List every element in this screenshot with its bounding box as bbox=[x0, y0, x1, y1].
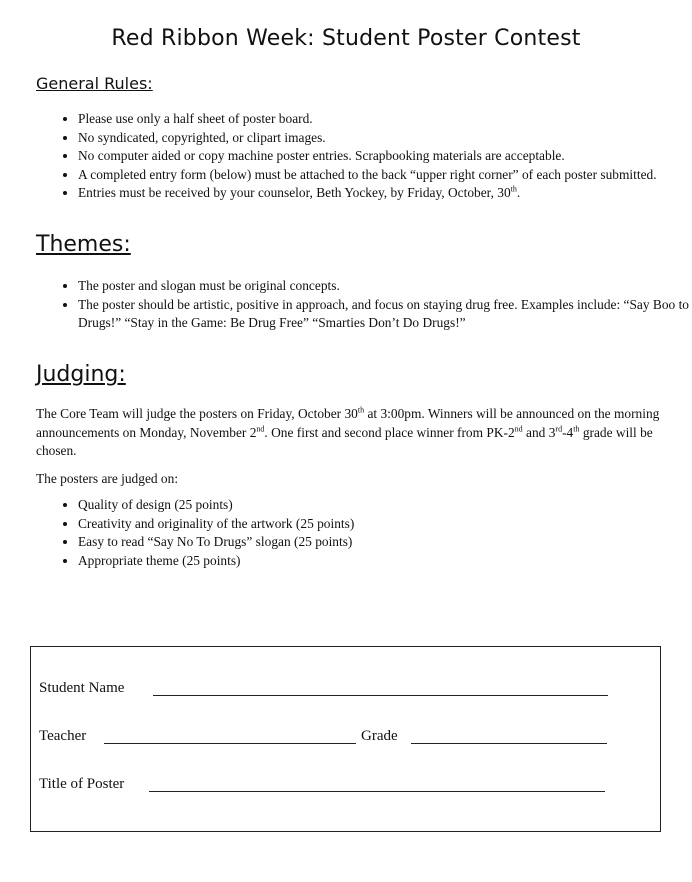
student-name-label: Student Name bbox=[39, 680, 125, 696]
judging-intro: The posters are judged on: bbox=[36, 471, 179, 486]
deadline-text: Entries must be received by your counselor, Beth Yockey, by Friday, October, 30 bbox=[78, 185, 511, 200]
judging-sup-2: nd bbox=[256, 424, 265, 434]
poster-title-field[interactable] bbox=[149, 791, 605, 792]
list-item: • Appropriate theme (25 points) bbox=[78, 552, 692, 571]
list-item: • A completed entry form (below) must be attached to the back “upper right corner” of each poster submitted. bbox=[78, 166, 692, 185]
themes-list bbox=[36, 277, 692, 333]
judging-sup-3: nd bbox=[514, 424, 523, 434]
list-item bbox=[78, 184, 692, 203]
judging-sup-1: th bbox=[357, 405, 365, 415]
list-item: • The poster should be artistic, positive in approach, and focus on staying drug free. Examples include: “Say Boo to Drugs!” “Stay in the Game: Be Drug Free” “Smarties Don’t Do Drugs!” bbox=[78, 296, 692, 333]
general-rules-list bbox=[36, 110, 692, 203]
entry-form bbox=[30, 646, 661, 832]
list-item: • No computer aided or copy machine poster entries. Scrapbooking materials are acceptable. bbox=[78, 147, 692, 166]
teacher-field[interactable] bbox=[104, 743, 356, 744]
deadline-sup: th bbox=[510, 184, 517, 194]
judging-text-b: at 3:00pm. Winners will be announced on the morning announcements on Monday, November 2 bbox=[36, 406, 660, 440]
judging-paragraph bbox=[36, 405, 666, 461]
deadline-suffix: . bbox=[516, 185, 521, 200]
list-item: • Easy to read “Say No To Drugs” slogan (25 points) bbox=[78, 533, 692, 552]
judging-sup-4: rd bbox=[555, 424, 563, 434]
judging-heading: Judging: bbox=[36, 362, 126, 387]
grade-label: Grade bbox=[361, 728, 398, 744]
list-item: • Please use only a half sheet of poster board. bbox=[78, 110, 692, 129]
general-rules-heading: General Rules: bbox=[36, 74, 153, 93]
list-item: • Quality of design (25 points) bbox=[78, 496, 692, 515]
student-name-field[interactable] bbox=[153, 695, 608, 696]
judging-text-f: grade will be chosen. bbox=[36, 424, 653, 458]
judging-text-a: The Core Team will judge the posters on Friday, October 30 bbox=[36, 406, 358, 421]
judging-text-c: . One first and second place winner from PK-2 bbox=[264, 424, 515, 440]
page-title: Red Ribbon Week: Student Poster Contest bbox=[111, 26, 581, 51]
judging-text-e: -4 bbox=[562, 424, 574, 440]
list-item: • No syndicated, copyrighted, or clipart images. bbox=[78, 129, 692, 148]
grade-field[interactable] bbox=[411, 743, 607, 744]
judging-text-d: and 3 bbox=[522, 424, 556, 440]
judging-sup-5: th bbox=[573, 424, 580, 434]
list-item: • The poster and slogan must be original concepts. bbox=[78, 277, 692, 296]
list-item: • Creativity and originality of the artwork (25 points) bbox=[78, 515, 692, 534]
poster-title-label: Title of Poster bbox=[39, 776, 125, 792]
judging-criteria-list bbox=[36, 496, 692, 570]
teacher-label: Teacher bbox=[39, 728, 87, 744]
themes-heading: Themes: bbox=[36, 232, 131, 257]
